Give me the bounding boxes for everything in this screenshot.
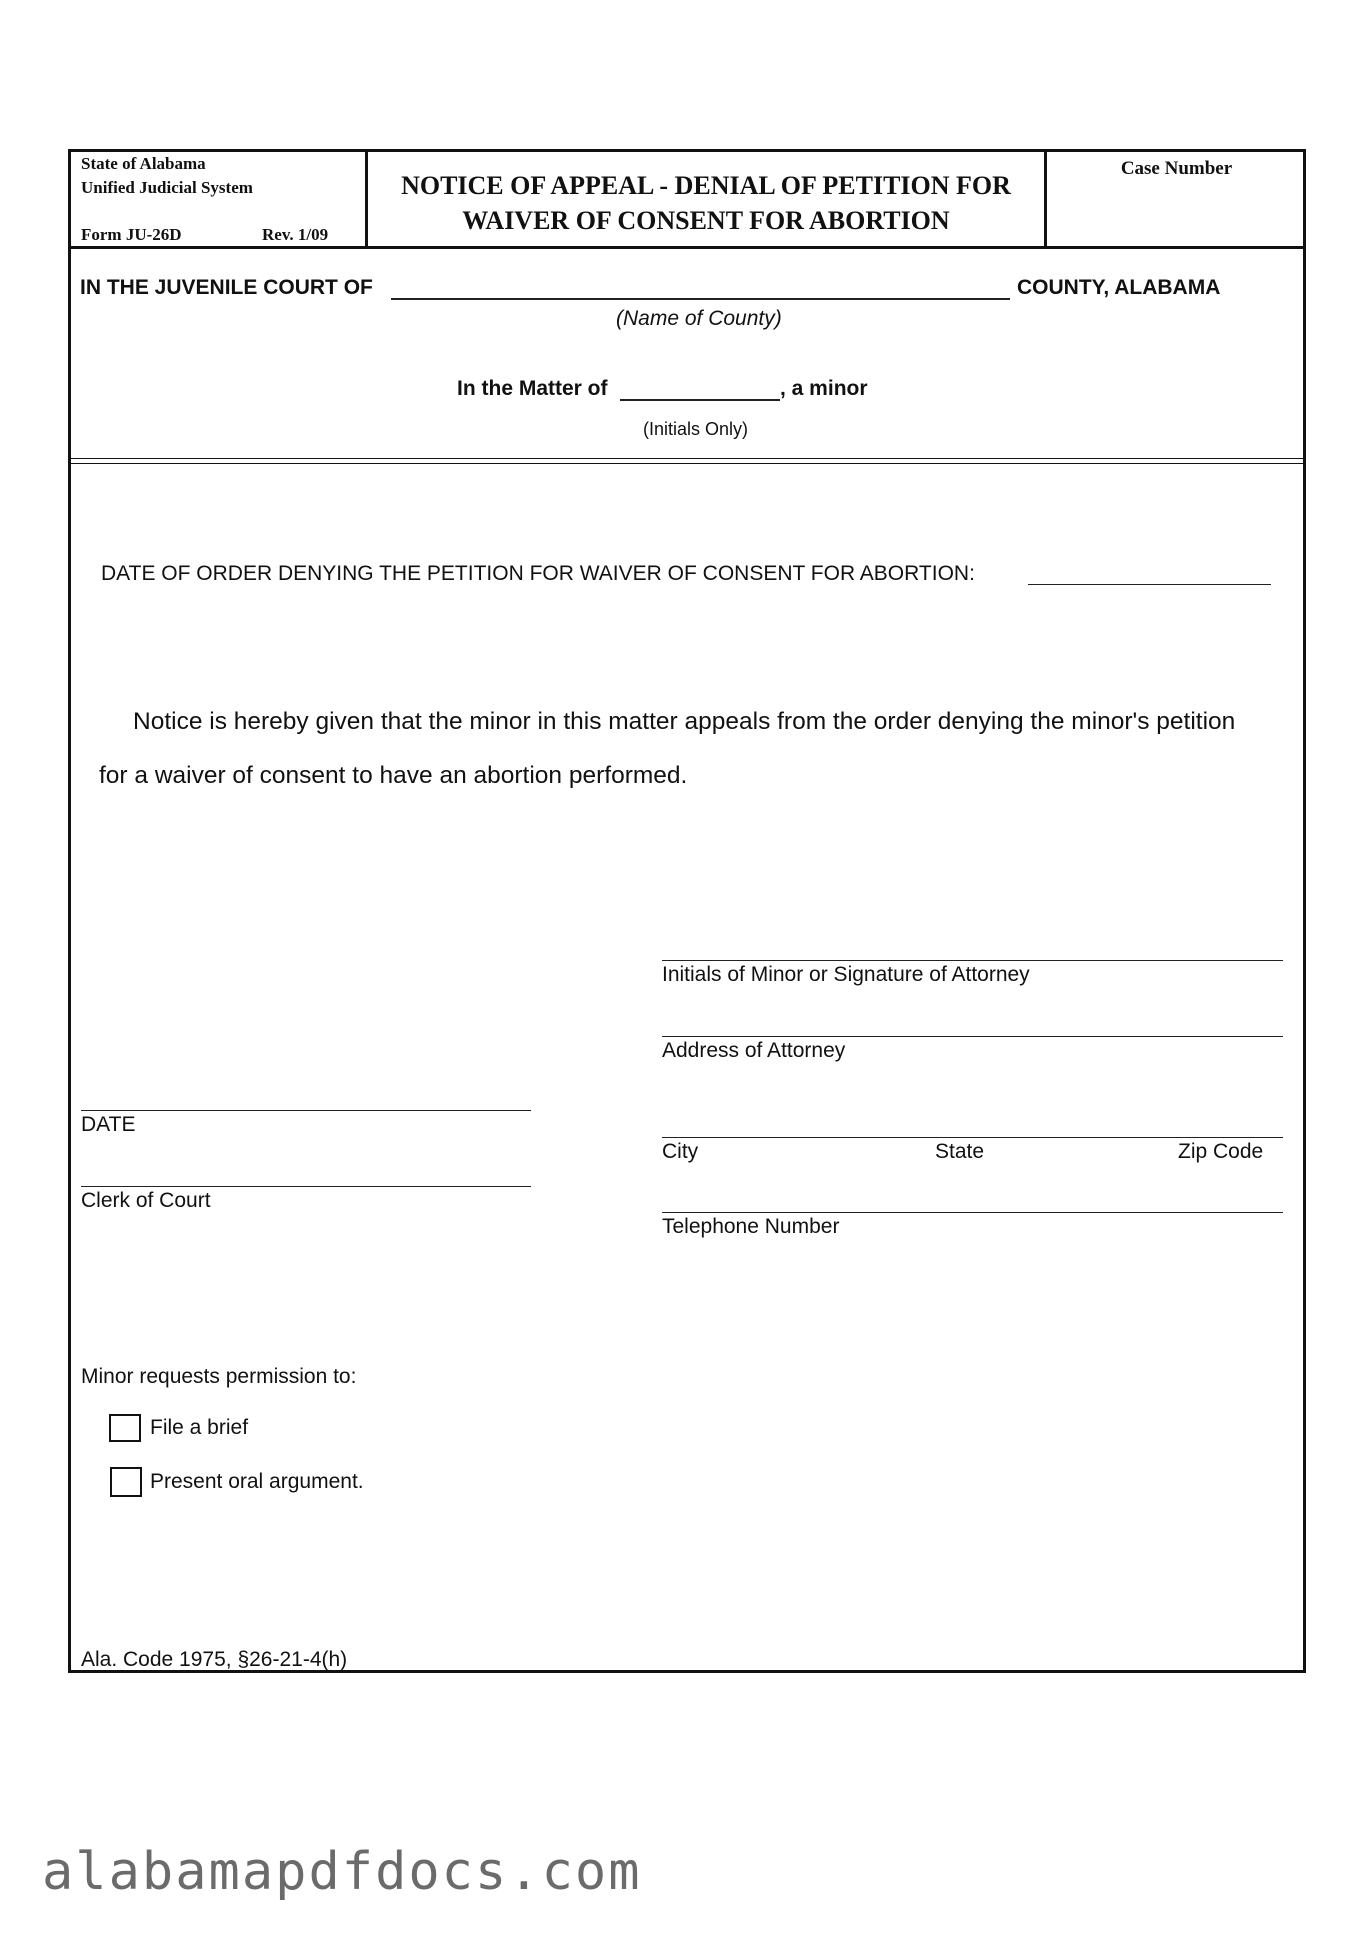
file-brief-label: File a brief	[150, 1416, 249, 1439]
requests-heading: Minor requests permission to:	[81, 1365, 357, 1388]
caption-double-rule-top	[68, 458, 1306, 459]
system-label: Unified Judicial System	[81, 178, 253, 197]
order-date-label: DATE OF ORDER DENYING THE PETITION FOR WAIVER OF CONSENT FOR ABORTION:	[101, 562, 975, 585]
zip-label: Zip Code	[1178, 1140, 1264, 1163]
court-suffix: COUNTY, ALABAMA	[1017, 276, 1221, 299]
notice-line-1: Notice is hereby given that the minor in this matter appeals from the order denying the minor's petition	[133, 708, 1236, 735]
form-number: Form JU-26D	[81, 225, 182, 244]
court-prefix: IN THE JUVENILE COURT OF	[80, 276, 373, 299]
city-state-zip-field[interactable]	[662, 1137, 1283, 1138]
matter-prefix: In the Matter of	[457, 377, 608, 400]
order-date-field[interactable]	[1028, 584, 1271, 585]
case-number-label: Case Number	[1120, 158, 1233, 179]
clerk-date-field[interactable]	[81, 1110, 531, 1111]
clerk-label: Clerk of Court	[81, 1189, 211, 1212]
clerk-date-label: DATE	[81, 1113, 136, 1136]
oral-argument-label: Present oral argument.	[150, 1470, 364, 1493]
signature-field[interactable]	[662, 960, 1283, 961]
attorney-address-label: Address of Attorney	[662, 1039, 846, 1062]
form-frame	[68, 149, 1306, 1673]
caption-double-rule-bottom	[68, 463, 1306, 464]
attorney-address-field[interactable]	[662, 1036, 1283, 1037]
revision-label: Rev. 1/09	[262, 225, 329, 244]
county-name-field[interactable]	[391, 298, 1010, 300]
form-title-line-1: NOTICE OF APPEAL - DENIAL OF PETITION FOR	[401, 171, 1011, 200]
site-watermark: alabamapdfdocs.com	[42, 1842, 642, 1902]
clerk-signature-field[interactable]	[81, 1186, 531, 1187]
file-brief-checkbox[interactable]	[109, 1414, 141, 1442]
header-bottom-rule	[68, 246, 1306, 249]
matter-suffix: , a minor	[780, 377, 868, 400]
county-hint: (Name of County)	[616, 307, 782, 330]
form-title-line-2: WAIVER OF CONSENT FOR ABORTION	[462, 206, 950, 235]
oral-argument-checkbox[interactable]	[110, 1467, 142, 1497]
city-label: City	[662, 1140, 699, 1163]
state-label: State of Alabama	[81, 154, 206, 173]
initials-hint: (Initials Only)	[643, 419, 749, 439]
telephone-label: Telephone Number	[662, 1215, 840, 1238]
signature-label: Initials of Minor or Signature of Attorney	[662, 963, 1030, 986]
statute-citation: Ala. Code 1975, §26-21-4(h)	[81, 1648, 348, 1671]
telephone-field[interactable]	[662, 1212, 1283, 1213]
notice-line-2: for a waiver of consent to have an abortion performed.	[99, 762, 688, 789]
state-field-label: State	[935, 1140, 985, 1163]
form-title	[368, 168, 1044, 238]
minor-initials-field[interactable]	[620, 399, 780, 401]
case-number-field[interactable]	[1050, 185, 1302, 243]
